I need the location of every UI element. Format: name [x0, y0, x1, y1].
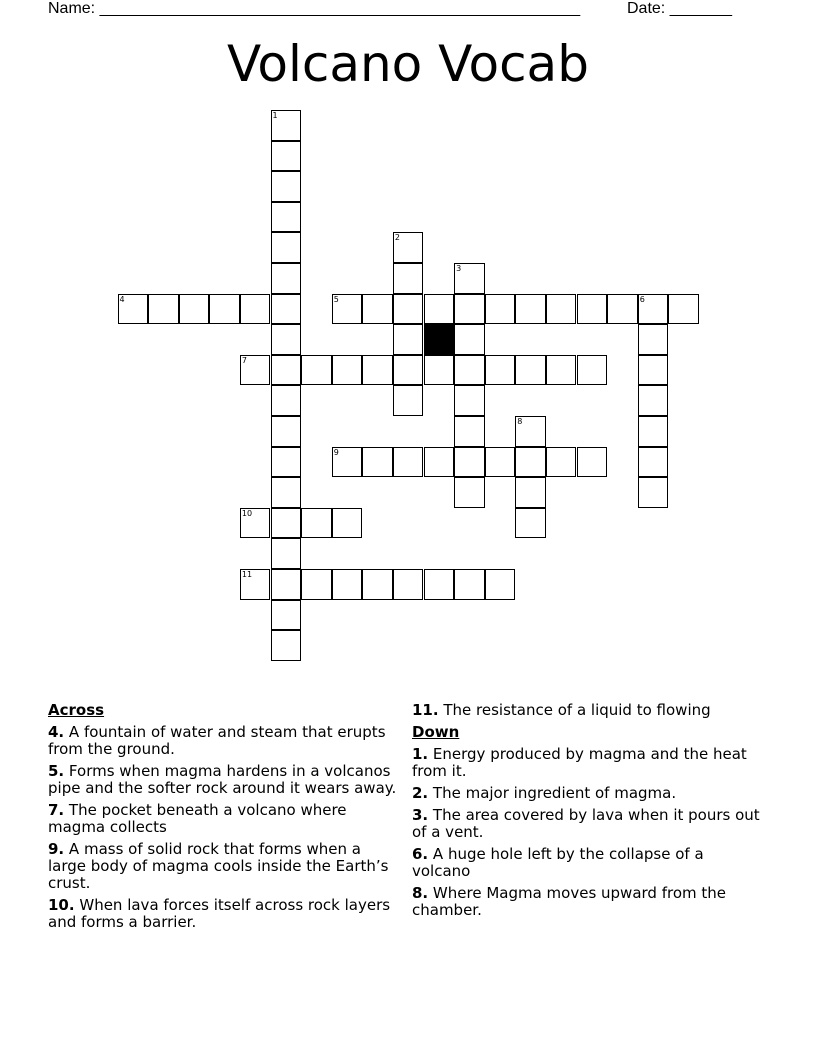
crossword-cell[interactable] — [454, 294, 485, 325]
clue-text: Forms when magma hardens in a volcanos pipe and the softer rock around it wears away. — [48, 762, 397, 797]
crossword-cell[interactable] — [271, 141, 302, 172]
crossword-cell[interactable] — [638, 416, 669, 447]
crossword-cell[interactable] — [271, 202, 302, 233]
crossword-cell[interactable] — [301, 355, 332, 386]
crossword-cell[interactable] — [271, 294, 302, 325]
clue-number: 2. — [412, 784, 429, 802]
crossword-cell[interactable] — [271, 630, 302, 661]
crossword-cell[interactable] — [424, 569, 455, 600]
crossword-cell[interactable] — [668, 294, 699, 325]
crossword-cell[interactable] — [240, 355, 271, 386]
crossword-cell[interactable] — [271, 508, 302, 539]
name-line: ______________________________________________________ — [99, 0, 581, 17]
crossword-cell[interactable] — [118, 294, 149, 325]
crossword-cell[interactable] — [638, 294, 669, 325]
crossword-cell[interactable] — [271, 600, 302, 631]
crossword-cell[interactable] — [301, 569, 332, 600]
crossword-cell[interactable] — [148, 294, 179, 325]
crossword-cell[interactable] — [332, 355, 363, 386]
clue-number-label: 10 — [241, 508, 253, 518]
crossword-cell[interactable] — [393, 294, 424, 325]
crossword-cell[interactable] — [301, 508, 332, 539]
clue-number-label: 7 — [241, 355, 247, 365]
clue-number: 10. — [48, 896, 75, 914]
crossword-black-cell — [424, 324, 455, 355]
crossword-cell[interactable] — [271, 569, 302, 600]
clue-text: Where Magma moves upward from the chamber. — [412, 884, 727, 919]
crossword-cell[interactable] — [393, 232, 424, 263]
crossword-cell[interactable] — [271, 232, 302, 263]
crossword-cell[interactable] — [271, 263, 302, 294]
crossword-cell[interactable] — [454, 416, 485, 447]
crossword-cell[interactable] — [332, 569, 363, 600]
clue-across-9 — [48, 841, 398, 892]
clue-number-label: 3 — [456, 264, 462, 273]
clue-text: A mass of solid rock that forms when a large body of magma cools inside the Earth’s crust. — [48, 840, 389, 892]
clue-across-10 — [48, 897, 398, 931]
clue-text: The major ingredient of magma. — [432, 784, 677, 802]
clue-text: A huge hole left by the collapse of a volcano — [412, 845, 704, 880]
crossword-cell[interactable] — [424, 355, 455, 386]
clue-number-label: 9 — [333, 447, 339, 457]
crossword-cell[interactable] — [577, 447, 608, 478]
crossword-cell[interactable] — [485, 447, 516, 478]
crossword-cell[interactable] — [271, 385, 302, 416]
crossword-cell[interactable] — [454, 385, 485, 416]
crossword-cell[interactable] — [393, 355, 424, 386]
crossword-cell[interactable] — [240, 508, 271, 539]
clue-number-label: 8 — [517, 417, 523, 426]
date-label: Date: — [627, 0, 666, 17]
crossword-cell[interactable] — [362, 447, 393, 478]
clue-across-4 — [48, 724, 398, 758]
across-heading: Across — [48, 701, 105, 719]
crossword-cell[interactable] — [515, 477, 546, 508]
crossword-cell[interactable] — [332, 447, 363, 478]
crossword-cell[interactable] — [515, 447, 546, 478]
clue-number: 9. — [48, 840, 65, 858]
crossword-cell[interactable] — [485, 294, 516, 325]
name-label: Name: — [48, 0, 96, 17]
clue-number: 5. — [48, 762, 65, 780]
crossword-cell[interactable] — [546, 294, 577, 325]
crossword-cell[interactable] — [393, 385, 424, 416]
crossword-cell[interactable] — [332, 294, 363, 325]
crossword-cell[interactable] — [240, 294, 271, 325]
date-line: _______ — [669, 0, 732, 17]
clues-left-column — [48, 702, 398, 936]
clue-text: The area covered by lava when it pours out of a vent. — [412, 806, 760, 841]
clue-text: Energy produced by magma and the heat from it. — [412, 745, 747, 780]
clue-number: 8. — [412, 884, 429, 902]
crossword-cell[interactable] — [271, 477, 302, 508]
clue-number: 7. — [48, 801, 65, 819]
crossword-cell[interactable] — [362, 569, 393, 600]
crossword-cell[interactable] — [638, 385, 669, 416]
crossword-cell[interactable] — [424, 447, 455, 478]
crossword-cell[interactable] — [209, 294, 240, 325]
crossword-cell[interactable] — [454, 447, 485, 478]
crossword-cell[interactable] — [332, 508, 363, 539]
crossword-cell[interactable] — [454, 569, 485, 600]
crossword-cell[interactable] — [393, 447, 424, 478]
clue-across-7 — [48, 802, 398, 836]
crossword-cell[interactable] — [515, 416, 546, 447]
crossword-cell[interactable] — [607, 294, 638, 325]
clue-text: The resistance of a liquid to flowing — [443, 701, 711, 719]
crossword-cell[interactable] — [271, 110, 302, 141]
clue-text: A fountain of water and steam that erupts from the ground. — [48, 723, 386, 758]
clue-number-label: 11 — [241, 570, 253, 579]
crossword-cell[interactable] — [362, 294, 393, 325]
crossword-cell[interactable] — [515, 508, 546, 539]
crossword-cell[interactable] — [577, 355, 608, 386]
crossword-cell[interactable] — [454, 324, 485, 355]
down-heading: Down — [412, 723, 460, 741]
crossword-cell[interactable] — [424, 294, 455, 325]
crossword-cell[interactable] — [454, 355, 485, 386]
crossword-cell[interactable] — [577, 294, 608, 325]
clue-number: 3. — [412, 806, 429, 824]
crossword-cell[interactable] — [362, 355, 393, 386]
clue-number-label: 4 — [119, 294, 125, 304]
clue-text: The pocket beneath a volcano where magma collects — [48, 801, 347, 836]
crossword-cell[interactable] — [240, 569, 271, 600]
crossword-cell[interactable] — [638, 324, 669, 355]
crossword-cell[interactable] — [454, 477, 485, 508]
clue-number-label: 5 — [333, 294, 339, 304]
crossword-cell[interactable] — [454, 263, 485, 294]
crossword-cell[interactable] — [638, 477, 669, 508]
crossword-cell[interactable] — [515, 294, 546, 325]
crossword-cell[interactable] — [638, 447, 669, 478]
clue-number: 1. — [412, 745, 429, 763]
clue-down-1 — [412, 746, 762, 780]
clue-text: When lava forces itself across rock layers and forms a barrier. — [48, 896, 391, 931]
clues-right-column — [412, 702, 762, 924]
clue-number: 6. — [412, 845, 429, 863]
clue-down-3 — [412, 807, 762, 841]
crossword-cell[interactable] — [485, 569, 516, 600]
crossword-cell[interactable] — [485, 355, 516, 386]
crossword-cell[interactable] — [393, 324, 424, 355]
crossword-cell[interactable] — [393, 263, 424, 294]
crossword-cell[interactable] — [638, 355, 669, 386]
clue-number-label: 6 — [639, 294, 645, 304]
crossword-cell[interactable] — [271, 416, 302, 447]
crossword-cell[interactable] — [179, 294, 210, 325]
clue-number-label: 1 — [272, 111, 278, 120]
crossword-cell[interactable] — [271, 171, 302, 202]
clue-down-2 — [412, 785, 762, 802]
clue-number: 11. — [412, 701, 439, 719]
crossword-cell[interactable] — [393, 569, 424, 600]
crossword-cell[interactable] — [271, 447, 302, 478]
clue-across-11 — [412, 702, 762, 719]
clue-across-5 — [48, 763, 398, 797]
clue-number-label: 2 — [394, 233, 400, 243]
crossword-cell[interactable] — [515, 355, 546, 386]
clue-down-6 — [412, 846, 762, 880]
crossword-cell[interactable] — [271, 355, 302, 386]
crossword-cell[interactable] — [546, 355, 577, 386]
clue-number: 4. — [48, 723, 65, 741]
crossword-cell[interactable] — [546, 447, 577, 478]
page-title: Volcano Vocab — [227, 35, 589, 93]
clue-down-8 — [412, 885, 762, 919]
crossword-cell[interactable] — [271, 538, 302, 569]
crossword-cell[interactable] — [271, 324, 302, 355]
